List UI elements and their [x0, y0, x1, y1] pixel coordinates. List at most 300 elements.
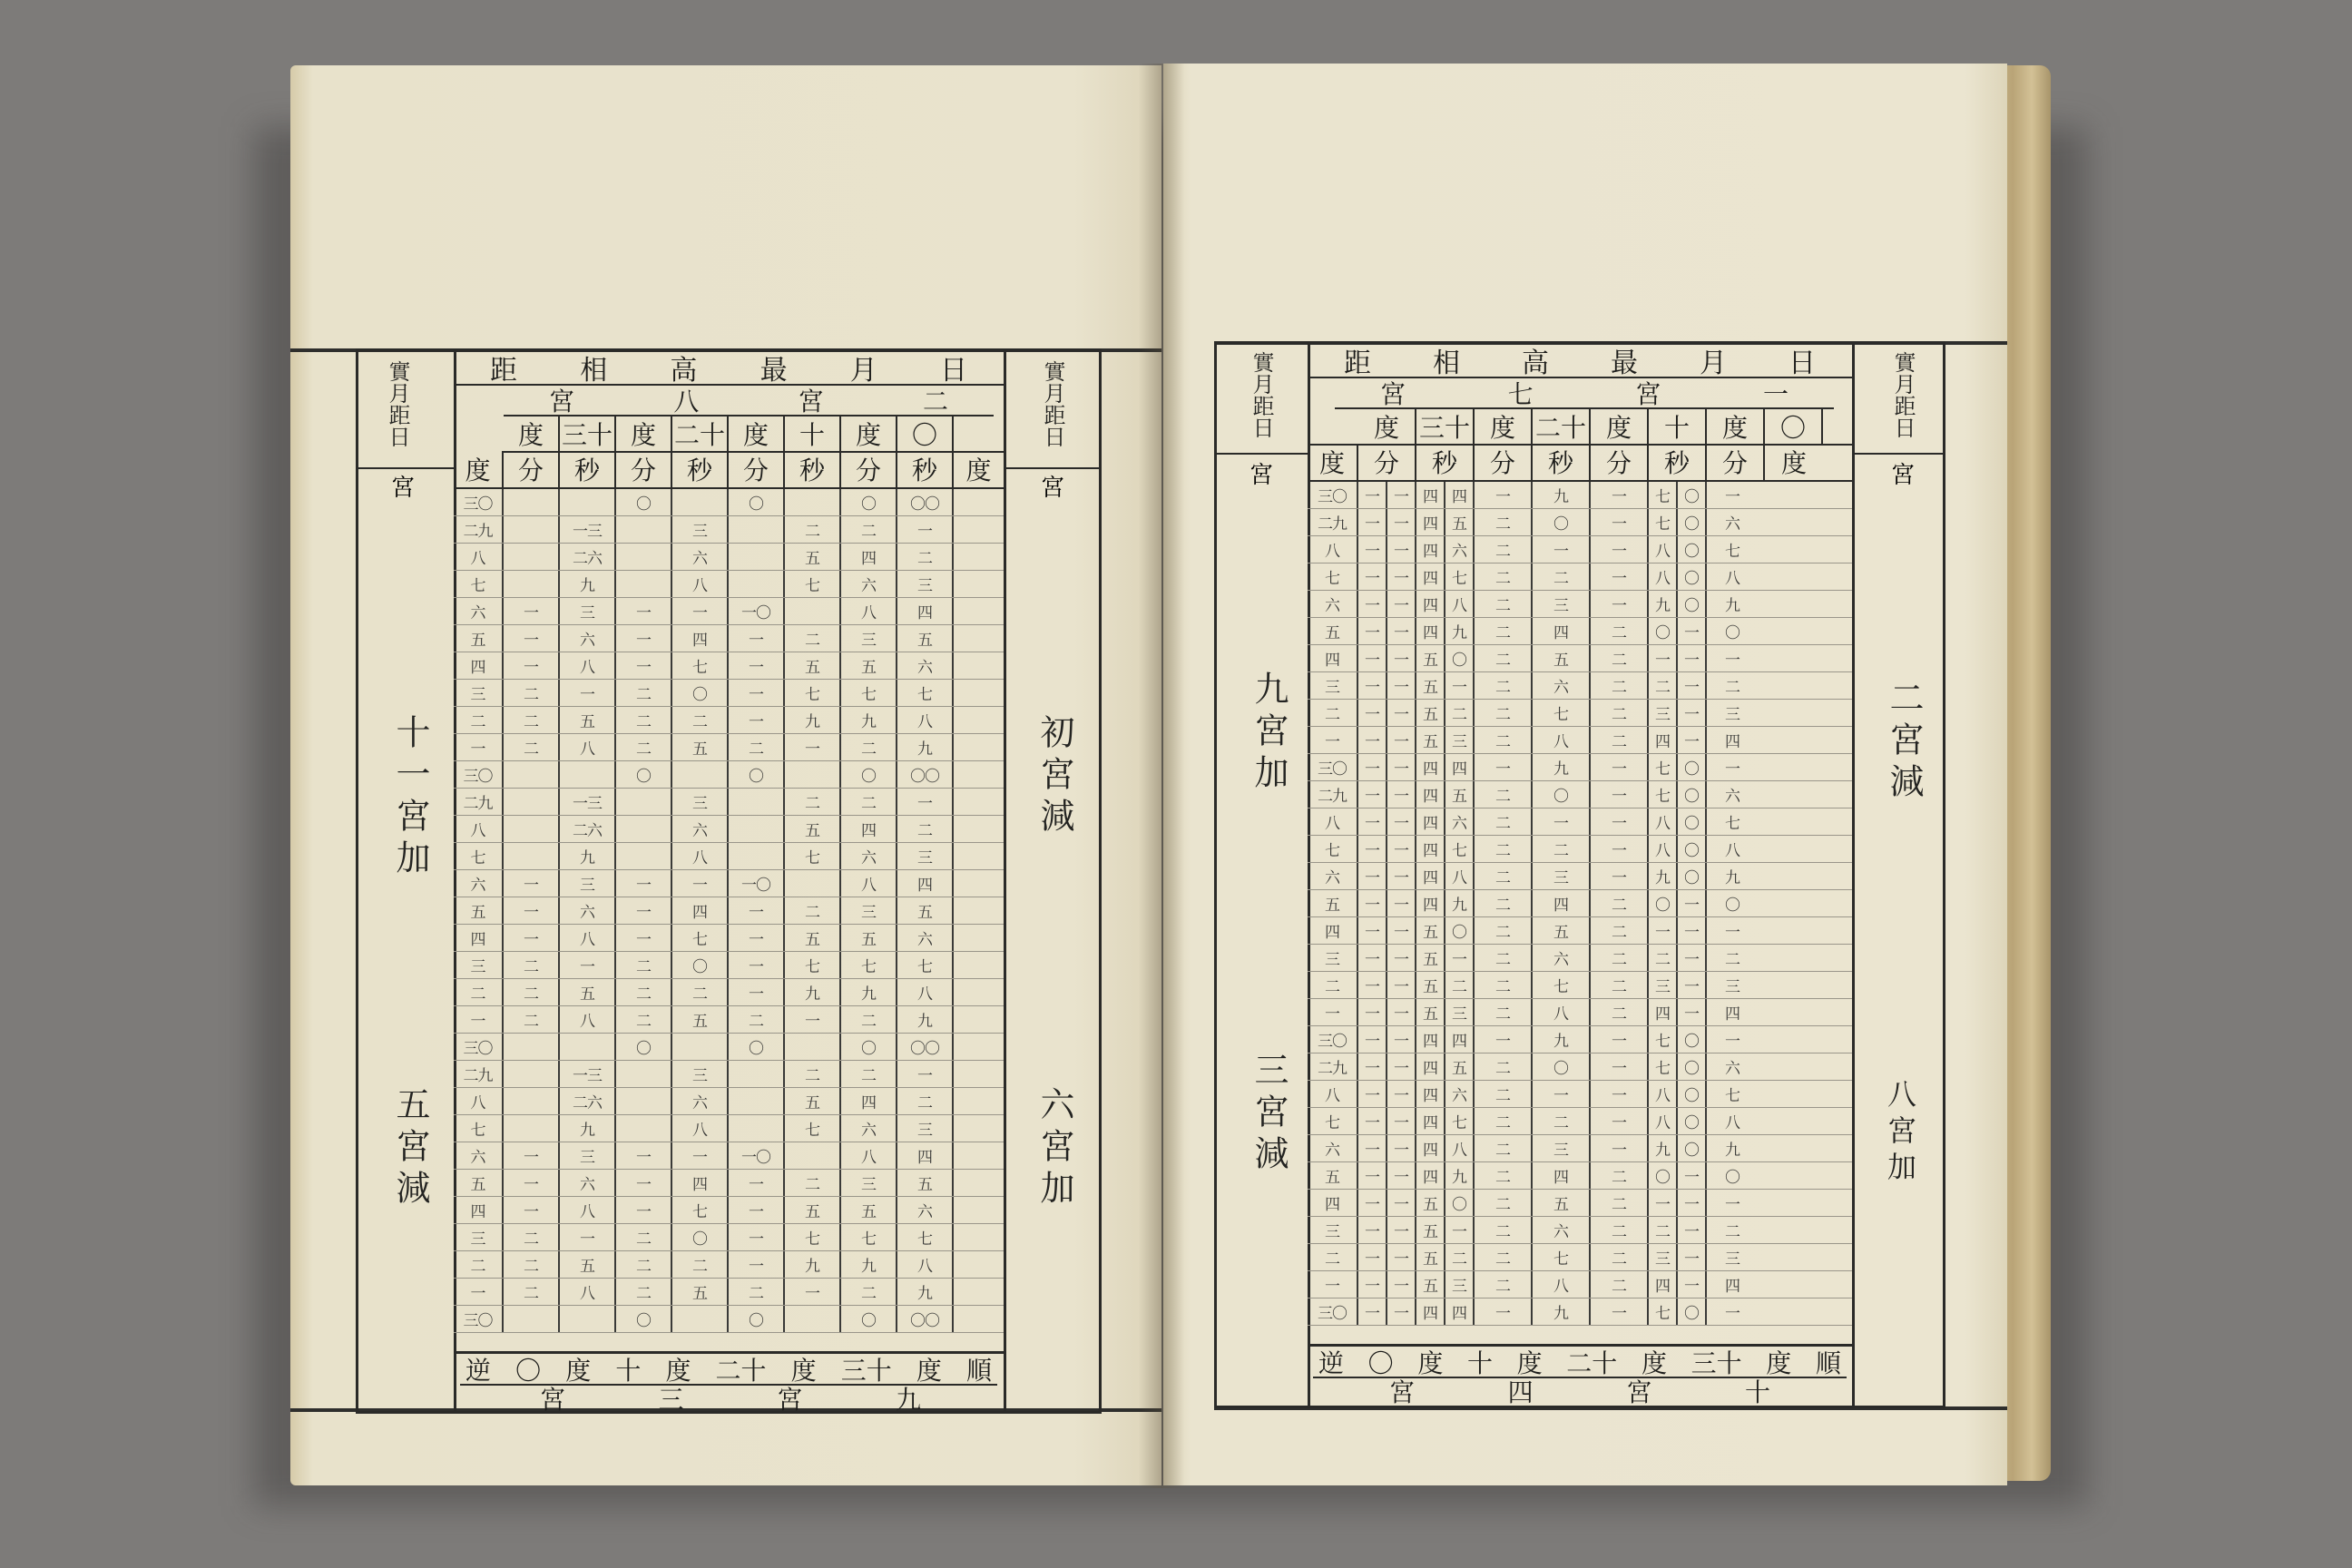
table-cell: 一: [1358, 1271, 1387, 1298]
table-cell: 三: [897, 571, 954, 597]
title-char: 最: [1611, 348, 1638, 379]
table-cell: 二: [841, 789, 897, 815]
table-cell: 一: [1358, 536, 1387, 563]
table-cell: 二: [616, 734, 672, 760]
table-cell: 一: [1678, 1244, 1707, 1270]
table-cell: 四: [672, 625, 729, 652]
table-cell: [560, 761, 616, 788]
table-cell: 〇: [1678, 836, 1707, 862]
degree-label: 度: [1358, 409, 1416, 444]
title-char: 相: [580, 355, 608, 387]
table-cell: 五: [560, 707, 616, 733]
footer-label: 十: [1466, 1348, 1493, 1378]
table-cell: 五: [1533, 1190, 1591, 1216]
degree-label: 〇: [1765, 409, 1823, 444]
footer-label: 二十: [715, 1356, 767, 1386]
table-cell: 二: [1649, 945, 1678, 971]
table-cell: 一: [1591, 536, 1649, 563]
table-cell: 一: [785, 1006, 841, 1033]
footer-palace: 三: [658, 1385, 684, 1415]
table-cell: 六: [454, 598, 504, 624]
table-cell: 一: [1591, 754, 1649, 780]
table-cell: 三〇: [454, 489, 504, 515]
table-row: [1308, 945, 1852, 972]
table-cell: 一: [1591, 1135, 1649, 1161]
table-row: [454, 625, 1004, 652]
side-label-top: 實月距日: [1890, 351, 1916, 438]
table-cell: 一: [1591, 863, 1649, 889]
table-row: [454, 979, 1004, 1006]
table-cell: 三: [841, 625, 897, 652]
table-cell: 二: [1533, 1108, 1591, 1134]
table-cell: 二: [1475, 564, 1533, 590]
table-cell: 〇: [1678, 564, 1707, 590]
table-cell: 一: [1387, 672, 1416, 699]
table-cell: 一: [1591, 1081, 1649, 1107]
table-cell: 二: [1308, 700, 1358, 726]
table-cell: 一: [729, 979, 785, 1005]
table-cell: 二: [1475, 509, 1533, 535]
table-cell: 二: [504, 707, 560, 733]
table-cell: 一: [1308, 727, 1358, 753]
table-cell: 四: [672, 1170, 729, 1196]
table-cell: [672, 1306, 729, 1332]
table-row: [1308, 1135, 1852, 1162]
table-cell: 八: [1308, 536, 1358, 563]
table-cell: 一: [1387, 1298, 1416, 1325]
table-cell: 〇: [729, 1306, 785, 1332]
table-cell: 二: [672, 1251, 729, 1278]
table-cell: [954, 1061, 1004, 1087]
footer-label: 度: [1417, 1348, 1444, 1378]
table-cell: 二: [616, 680, 672, 706]
table-cell: 一: [1678, 1271, 1707, 1298]
footer-palace: 九: [895, 1385, 921, 1415]
table-cell: 七: [1446, 836, 1475, 862]
table-cell: 六: [560, 897, 616, 924]
table-cell: 五: [1533, 645, 1591, 671]
table-cell: 一: [1358, 1081, 1387, 1107]
table-cell: 七: [841, 952, 897, 978]
table-cell: [785, 870, 841, 897]
table-cell: 一: [1358, 1244, 1387, 1270]
table-cell: 一: [1387, 1108, 1416, 1134]
table-cell: 八: [454, 1088, 504, 1114]
table-cell: 一: [1725, 924, 1740, 942]
table-row: [1308, 1271, 1852, 1298]
table-cell: 一: [1308, 999, 1358, 1025]
right-data-grid: [1308, 482, 1852, 1353]
table-cell: 二: [1475, 1217, 1533, 1243]
table-cell: 二: [1591, 700, 1649, 726]
table-cell: 四: [454, 1197, 504, 1223]
table-cell: 二六: [560, 544, 616, 570]
table-row: [454, 1034, 1004, 1061]
table-cell: 七: [672, 925, 729, 951]
table-cell: 四: [1725, 733, 1740, 751]
table-cell: 三: [1308, 1217, 1358, 1243]
table-cell: 一: [1446, 1217, 1475, 1243]
table-cell: 五: [785, 544, 841, 570]
table-cell: 一: [897, 516, 954, 543]
footer-label: 度: [1766, 1348, 1792, 1378]
table-cell: 〇: [1678, 1081, 1707, 1107]
table-cell: 二: [504, 979, 560, 1005]
table-cell: 二: [616, 1224, 672, 1250]
table-cell: 四: [897, 598, 954, 624]
table-row: [454, 734, 1004, 761]
table-cell: 八: [1649, 536, 1678, 563]
table-cell: 一: [1387, 700, 1416, 726]
table-cell: 一: [1358, 1162, 1387, 1189]
unit-label: 分: [1707, 444, 1765, 480]
side-note: 二宮減: [1884, 680, 1924, 805]
table-cell: 〇: [1678, 781, 1707, 808]
right-table: [1214, 341, 1945, 1408]
table-cell: 一〇: [729, 598, 785, 624]
table-cell: 〇: [1533, 781, 1591, 808]
table-cell: 二: [1475, 863, 1533, 889]
table-cell: 一: [1446, 945, 1475, 971]
table-cell: 二: [1446, 700, 1475, 726]
table-cell: 一: [1358, 1190, 1387, 1216]
table-cell: 三〇: [1308, 754, 1358, 780]
title-char: 距: [1344, 348, 1371, 379]
table-cell: 〇: [672, 1224, 729, 1250]
table-cell: 七: [785, 952, 841, 978]
footer-label: 逆: [1318, 1348, 1345, 1378]
table-cell: 一: [504, 1170, 560, 1196]
table-cell: 二: [841, 1006, 897, 1033]
table-cell: 七: [1649, 509, 1678, 535]
table-cell: 一: [616, 1170, 672, 1196]
degree-label: 三十: [560, 416, 616, 451]
table-cell: 一三: [560, 516, 616, 543]
table-cell: 〇: [1678, 1135, 1707, 1161]
table-cell: 五: [1416, 917, 1446, 944]
table-cell: 一: [560, 952, 616, 978]
table-cell: 八: [841, 870, 897, 897]
title-char: 距: [490, 355, 517, 387]
table-cell: 七: [785, 1224, 841, 1250]
table-cell: [616, 571, 672, 597]
left-table: [356, 348, 1102, 1414]
table-cell: 二: [454, 1251, 504, 1278]
table-cell: 八: [1446, 1135, 1475, 1161]
table-cell: 五: [841, 1197, 897, 1223]
table-cell: 一: [729, 707, 785, 733]
palace-char: 宮: [1635, 379, 1661, 409]
table-cell: 〇: [1678, 536, 1707, 563]
table-cell: 八: [1446, 863, 1475, 889]
table-row: [454, 843, 1004, 870]
table-row: [1308, 1026, 1852, 1054]
table-cell: 九: [785, 1251, 841, 1278]
table-cell: 七: [1308, 564, 1358, 590]
table-cell: 一: [1591, 781, 1649, 808]
table-cell: 五: [785, 925, 841, 951]
table-cell: 四: [454, 925, 504, 951]
table-cell: 六: [672, 1088, 729, 1114]
left-side-column: [358, 351, 456, 1411]
side-note: 六宮加: [1034, 1086, 1074, 1211]
table-cell: [729, 789, 785, 815]
table-cell: 二: [1446, 972, 1475, 998]
unit-header: [1308, 444, 1852, 482]
table-cell: 一: [1387, 917, 1416, 944]
table-cell: 五: [785, 816, 841, 842]
table-cell: 〇: [841, 761, 897, 788]
table-cell: 四: [1446, 1026, 1475, 1053]
table-cell: 九: [1446, 890, 1475, 916]
table-row: [1308, 781, 1852, 808]
table-row: [1308, 482, 1852, 509]
title-char: 相: [1433, 348, 1460, 379]
table-cell: 四: [1446, 482, 1475, 508]
table-cell: 九: [1446, 1162, 1475, 1189]
table-cell: 〇: [1725, 624, 1740, 642]
table-cell: 一: [672, 870, 729, 897]
table-cell: 一: [1358, 972, 1387, 998]
degree-label: 十: [1649, 409, 1707, 444]
table-cell: 二: [1475, 672, 1533, 699]
table-cell: 四: [1416, 509, 1446, 535]
table-row: [454, 680, 1004, 707]
table-cell: 二: [1591, 999, 1649, 1025]
table-cell: 二: [1725, 679, 1740, 697]
table-cell: 一: [504, 1142, 560, 1169]
table-cell: 六: [1308, 863, 1358, 889]
table-row: [1308, 1244, 1852, 1271]
table-cell: 九: [897, 1279, 954, 1305]
table-cell: 八: [897, 979, 954, 1005]
table-row: [1308, 1162, 1852, 1190]
table-row: [454, 870, 1004, 897]
table-cell: 六: [1446, 1081, 1475, 1107]
table-cell: 九: [1725, 1142, 1740, 1160]
table-cell: 六: [1533, 672, 1591, 699]
table-cell: 一: [1387, 972, 1416, 998]
table-cell: 一: [454, 1006, 504, 1033]
table-cell: 二: [897, 544, 954, 570]
footer-palace: 宮: [1389, 1377, 1416, 1407]
table-cell: 一〇: [729, 1142, 785, 1169]
table-cell: 二: [1591, 618, 1649, 644]
table-cell: 七: [1533, 1244, 1591, 1270]
table-cell: 一〇: [729, 870, 785, 897]
table-cell: 七: [785, 843, 841, 869]
table-row: [454, 897, 1004, 925]
table-cell: 七: [1649, 1026, 1678, 1053]
table-cell: 三: [1725, 978, 1740, 996]
table-cell: 〇: [729, 489, 785, 515]
table-row: [454, 1142, 1004, 1170]
table-cell: 五: [841, 652, 897, 679]
table-cell: 六: [1725, 515, 1740, 534]
table-row: [1308, 1108, 1852, 1135]
table-row: [454, 1197, 1004, 1224]
table-cell: 九: [785, 707, 841, 733]
table-cell: 二: [616, 1279, 672, 1305]
table-cell: 一: [1725, 1196, 1740, 1214]
table-cell: 二: [1591, 672, 1649, 699]
table-row: [1308, 1081, 1852, 1108]
table-cell: 二: [454, 979, 504, 1005]
table-cell: [954, 1006, 1004, 1033]
table-cell: 〇: [841, 1034, 897, 1060]
side-label-top: 實月距日: [385, 360, 410, 447]
table-cell: 九: [841, 707, 897, 733]
table-cell: 七: [1649, 781, 1678, 808]
table-cell: 六: [841, 1115, 897, 1142]
side-label-bottom: 宮: [1041, 475, 1065, 502]
table-cell: [504, 816, 560, 842]
table-cell: [954, 1251, 1004, 1278]
table-cell: 二: [616, 1006, 672, 1033]
table-cell: 二: [785, 1170, 841, 1196]
table-cell: 一: [1358, 1026, 1387, 1053]
table-cell: 九: [560, 1115, 616, 1142]
table-cell: 六: [1308, 591, 1358, 617]
table-cell: 六: [841, 571, 897, 597]
table-row: [1308, 1190, 1852, 1217]
table-cell: 〇: [1678, 1026, 1707, 1053]
table-cell: 四: [1416, 564, 1446, 590]
table-cell: 二: [616, 1251, 672, 1278]
table-row: [1308, 972, 1852, 999]
table-cell: 三: [672, 516, 729, 543]
table-cell: 〇: [1533, 1054, 1591, 1080]
table-cell: 一: [1308, 1271, 1358, 1298]
table-cell: 六: [1446, 536, 1475, 563]
table-cell: 一: [1649, 645, 1678, 671]
table-cell: 五: [672, 734, 729, 760]
table-cell: 一: [1591, 1026, 1649, 1053]
table-cell: 〇: [1649, 618, 1678, 644]
table-cell: 四: [897, 1142, 954, 1169]
table-cell: 二六: [560, 1088, 616, 1114]
table-cell: 六: [897, 1197, 954, 1223]
table-cell: 四: [1416, 808, 1446, 835]
table-cell: 九: [1533, 1026, 1591, 1053]
table-cell: [616, 516, 672, 543]
table-cell: [504, 571, 560, 597]
table-cell: 二: [616, 707, 672, 733]
table-cell: 三: [1533, 591, 1591, 617]
table-cell: 五: [1416, 1271, 1446, 1298]
table-row: [454, 952, 1004, 979]
table-cell: 一: [1387, 1217, 1416, 1243]
table-cell: 四: [1725, 1005, 1740, 1024]
table-cell: 二: [1591, 1217, 1649, 1243]
right-side-column: [1004, 351, 1102, 1411]
table-cell: 三〇: [1308, 482, 1358, 508]
table-cell: 七: [1725, 1087, 1740, 1105]
table-cell: 二: [1475, 1081, 1533, 1107]
table-cell: 二: [1475, 1054, 1533, 1080]
table-cell: 一: [729, 1251, 785, 1278]
table-cell: 九: [1533, 754, 1591, 780]
table-row: [454, 571, 1004, 598]
table-cell: 八: [1308, 808, 1358, 835]
table-cell: 四: [1308, 917, 1358, 944]
table-cell: 三: [1725, 706, 1740, 724]
table-cell: 一: [672, 598, 729, 624]
table-cell: 四: [454, 652, 504, 679]
table-cell: [954, 652, 1004, 679]
table-cell: 四: [1308, 645, 1358, 671]
unit-label: 分: [616, 451, 672, 487]
table-cell: [954, 1088, 1004, 1114]
table-cell: 二: [1475, 1108, 1533, 1134]
table-cell: 五: [454, 897, 504, 924]
table-cell: 三: [454, 1224, 504, 1250]
table-cell: 二: [785, 897, 841, 924]
table-cell: 五: [1416, 700, 1446, 726]
table-cell: [954, 870, 1004, 897]
table-cell: 五: [454, 1170, 504, 1196]
table-cell: [954, 925, 1004, 951]
footer-label: 順: [965, 1356, 992, 1386]
table-cell: 〇: [616, 1034, 672, 1060]
unit-label: 秒: [1416, 444, 1475, 480]
table-cell: 〇: [1678, 591, 1707, 617]
table-cell: 六: [454, 1142, 504, 1169]
table-cell: 七: [1725, 815, 1740, 833]
unit-label: 秒: [1649, 444, 1707, 480]
table-cell: 五: [897, 897, 954, 924]
table-cell: 一: [1358, 1054, 1387, 1080]
table-cell: 八: [1533, 999, 1591, 1025]
table-row: [1308, 645, 1852, 672]
table-cell: 七: [672, 652, 729, 679]
table-cell: 二: [1533, 836, 1591, 862]
table-cell: [954, 1306, 1004, 1332]
table-cell: 二: [1475, 999, 1533, 1025]
table-cell: 一三: [560, 1061, 616, 1087]
table-cell: 二九: [1308, 781, 1358, 808]
table-cell: 二: [616, 952, 672, 978]
table-cell: 二: [1591, 972, 1649, 998]
table-cell: 一: [1358, 945, 1387, 971]
table-cell: [954, 761, 1004, 788]
table-cell: [954, 489, 1004, 515]
table-cell: [785, 1142, 841, 1169]
side-note: 九宮加: [1249, 671, 1289, 796]
table-cell: 三: [454, 680, 504, 706]
table-cell: 一: [785, 1279, 841, 1305]
table-cell: 一: [1358, 482, 1387, 508]
footer-label: 二十: [1566, 1348, 1618, 1378]
table-cell: 九: [1725, 597, 1740, 615]
table-cell: 一: [729, 925, 785, 951]
table-cell: 二: [1591, 645, 1649, 671]
title-char: 最: [760, 355, 788, 387]
table-cell: [504, 1061, 560, 1087]
table-cell: 八: [454, 544, 504, 570]
footer-label: 〇: [515, 1356, 542, 1386]
table-cell: 三: [897, 843, 954, 869]
table-cell: 二九: [1308, 1054, 1358, 1080]
table-cell: 〇〇: [897, 1034, 954, 1060]
table-cell: 七: [785, 571, 841, 597]
table-cell: 一: [1387, 890, 1416, 916]
table-cell: 二: [785, 789, 841, 815]
table-cell: 一: [616, 897, 672, 924]
table-cell: 〇: [1446, 1190, 1475, 1216]
table-cell: 一: [1358, 700, 1387, 726]
table-cell: 二: [1475, 1190, 1533, 1216]
